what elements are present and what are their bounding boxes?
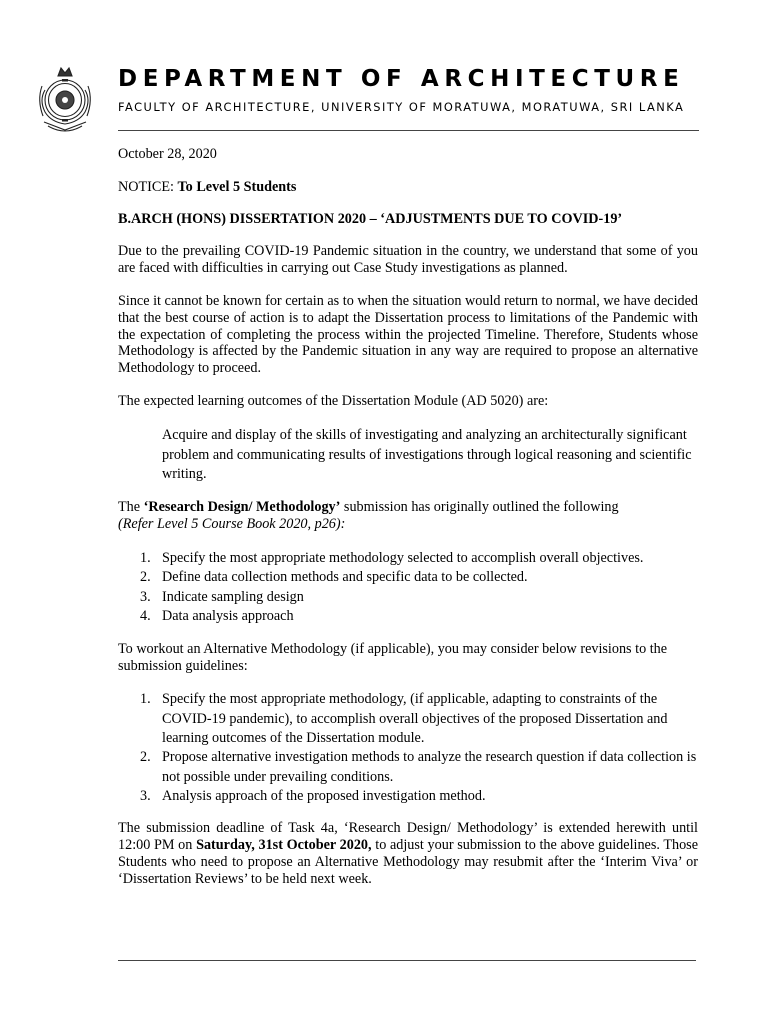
list-number: 1. — [140, 691, 151, 708]
notice-label: NOTICE: — [118, 178, 174, 195]
list-number: 2. — [140, 569, 151, 586]
list-number: 3. — [140, 787, 151, 804]
paragraph-6 — [118, 820, 698, 887]
paragraph-3: The expected learning outcomes of the Dissertation Module (AD 5020) are: — [118, 392, 549, 409]
paragraph-1: Due to the prevailing COVID-19 Pandemic situation in the country, we understand that some of you are faced with difficulties in carrying out Case Study investigations as planned. — [118, 243, 698, 277]
list-item — [118, 607, 698, 627]
list-text: Propose alternative investigation methods to analyze the research question if data collection is not possible under prevailing conditions. — [162, 749, 697, 785]
notice-recipient: To Level 5 Students — [177, 178, 297, 195]
list-text: Specify the most appropriate methodology selected to accomplish overall objectives. — [162, 549, 644, 566]
letter-date: October 28, 2020 — [118, 146, 217, 162]
paragraph-5: To workout an Alternative Methodology (if applicable), you may consider below revisions to the submission guidelines: — [118, 640, 668, 674]
paragraph-6-text-end: to adjust your submission to the above guidelines. Those Students who need to propose an Alternative Methodology may resubmit after the ‘Interim Viva’ or ‘Dissertation Reviews’ to be held next week. — [118, 836, 699, 887]
list-number: 1. — [140, 549, 151, 566]
paragraph-2: Since it cannot be known for certain as to when the situation would return to normal, we have decided that the best course of action is to adapt the Dissertation process to limitations of the Pandemic with the expectation of completing the process within the projected Timeline. Therefore, Students whose Methodology is affected by the Pandemic situation in any way are required to propose an alternative Methodology to proceed. — [118, 292, 698, 377]
list-item — [118, 787, 698, 806]
list-number: 2. — [140, 749, 151, 766]
department-title: DEPARTMENT OF ARCHITECTURE — [118, 66, 685, 92]
footer-divider — [118, 960, 696, 961]
learning-outcome-quote: Acquire and display of the skills of investigating and analyzing an architecturally significant problem and communicating results of investigations through logical reasoning and scientific writing. — [162, 426, 692, 483]
letter-body — [118, 146, 698, 887]
list-text: Indicate sampling design — [162, 588, 304, 605]
list-text: Specify the most appropriate methodology, (if applicable, adapting to constraints of the COVID-19 pandemic), to accomplish overall objectives of the proposed Dissertation and learning outcomes of the Dissertation module. — [162, 691, 668, 746]
list-text: Analysis approach of the proposed investigation method. — [162, 787, 486, 804]
list-item — [118, 568, 698, 588]
notice-heading: B.ARCH (HONS) DISSERTATION 2020 – ‘ADJUSTMENTS DUE TO COVID-19’ — [118, 210, 623, 227]
list-number: 4. — [140, 608, 151, 625]
list-text: Data analysis approach — [162, 608, 294, 625]
faculty-subtitle: FACULTY OF ARCHITECTURE, UNIVERSITY OF MORATUWA, MORATUWA, SRI LANKA — [118, 100, 685, 114]
deadline-date: Saturday, 31st October 2020, — [196, 836, 372, 853]
list-item — [118, 690, 698, 748]
list-text: Define data collection methods and specific data to be collected. — [162, 569, 528, 586]
header-divider — [118, 130, 699, 131]
revised-guidelines-list — [118, 690, 698, 806]
list-item — [118, 588, 698, 608]
university-seal-icon — [34, 64, 96, 138]
list-number: 3. — [140, 588, 151, 605]
list-item — [118, 748, 698, 787]
paragraph-4-text-end: submission has originally outlined the following — [340, 499, 619, 516]
paragraph-4-text: The — [118, 499, 144, 516]
list-item — [118, 549, 698, 569]
original-guidelines-list — [118, 549, 698, 627]
paragraph-4 — [118, 499, 698, 533]
course-book-reference: (Refer Level 5 Course Book 2020, p26): — [118, 515, 346, 532]
paragraph-6-text: The submission deadline of Task 4a, ‘Research Design/ Methodology’ is extended herewith until 12:00 PM on — [118, 820, 698, 853]
paragraph-4-bold: ‘Research Design/ Methodology’ — [143, 499, 341, 516]
notice-line — [118, 179, 698, 196]
